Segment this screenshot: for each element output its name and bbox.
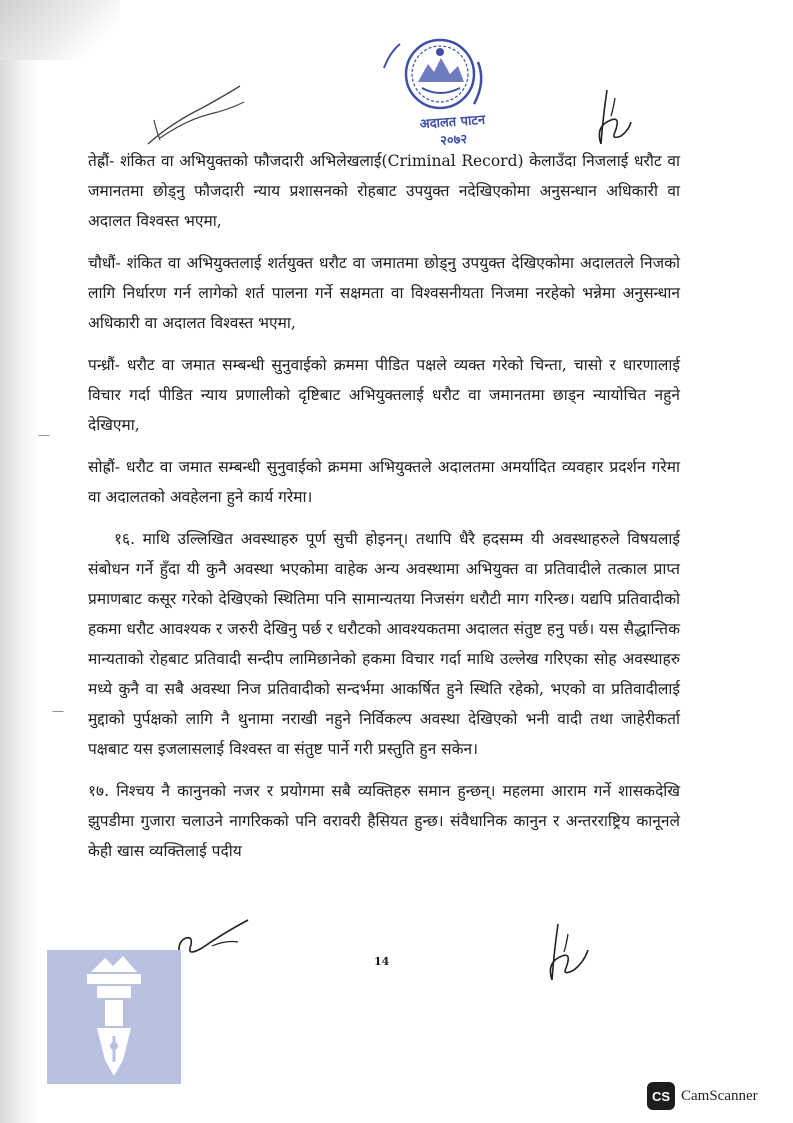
document-body — [88, 146, 680, 866]
paragraph-16: १६. माथि उल्लिखित अवस्थाहरु पूर्ण सुची होइनन्। तथापि धैरै हदसम्म यी अवस्थाहरुले विषयलाई संबोधन गर्ने हुँदा यी कुनै अवस्था भएकोमा वाहेक अन्य अवस्थामा अभियुक्त वा प्रतिवादीले तत्काल प्राप्त प्रमाणबाट कसूर गरेको देखिएको स्थितिमा पनि सामान्यतया निजसंग धरौटी माग गरिन्छ। यद्यपि प्रतिवादीको हकमा धरौट आवश्यक र जरुरी देखिनु पर्छ र धरौटको आवश्यकतमा अदालत संतुष्ट हनु पर्छ। यस सैद्धान्तिक मान्यताको रोहबाट प्रतिवादी सन्दीप लामिछानेको हकमा विचार गर्दा माथि उल्लेख गरिएका सोह अवस्थाहरु मध्ये कुनै वा सबै अवस्था निज प्रतिवादीको सन्दर्भमा आकर्षित हुने स्थिति रहेको, भएको वा प्रतिवादीलाई मुद्दाको पुर्पक्षको लागि नै थुनामा नराखी नहुने निर्विकल्प अवस्था देखिएको भनी वादी तथा जाहेरीकर्ता पक्षबाट यस इजलासलाई विश्वस्त वा संतुष्ट पार्ने गरी प्रस्तुति हुन सकेन। — [88, 530, 680, 758]
signature-bottom-right-icon — [538, 920, 598, 984]
pen-nib-logo-icon — [47, 950, 181, 1084]
page-number: 14 — [374, 955, 390, 968]
clause-thirteenth: तेह्रौं- शंकित वा अभियुक्तको फौजदारी अभिलेखलाई(Criminal Record) केलाउँदा निजलाई धरौट वा जमानतमा छोड्नु फौजदारी न्याय प्रशासनको रोहबाट उपयुक्त नदेखिएकोमा अनुसन्धान अधिकारी वा अदालत विश्वस्त भएमा, — [88, 152, 680, 230]
scan-corner-fold — [0, 0, 120, 60]
camscanner-icon: CS — [647, 1082, 675, 1110]
paragraph-17: १७. निश्चय नै कानुनको नजर र प्रयोगमा सबै व्यक्तिहरु समान हुन्छन्। महलमा आराम गर्ने शासकदेखि झुपडीमा गुजारा चलाउने नागरिकको पनि वरावरी हैसियत हुन्छ। संवैधानिक कानुन र अन्तरराष्ट्रिय कानूनले केही खास व्यक्तिलाई पदीय — [88, 782, 680, 860]
signature-top-left-icon — [140, 80, 250, 150]
court-seal-caption — [417, 110, 489, 151]
signature-bottom-left-icon — [172, 912, 252, 962]
clause-sixteenth: सोह्रौं- धरौट वा जमात सम्बन्धी सुनुवाईको क्रममा अभियुक्तले अदालतमा अमर्यादित व्यवहार प्रदर्शन गरेमा वा अदालतको अवहेलना हुने कार्य गरेमा। — [88, 458, 680, 506]
watermark-logo — [47, 950, 181, 1084]
stray-mark: — — [38, 428, 50, 442]
scan-page-edge — [0, 0, 40, 1123]
camscanner-watermark — [647, 1082, 758, 1110]
stray-mark: — — [52, 704, 64, 718]
clause-fourteenth: चौधौं- शंकित वा अभियुक्तलाई शर्तयुक्त धरौट वा जमातमा छोड्नु उपयुक्त देखिएकोमा अदालतले निजको लागि निर्धारण गर्न लागेको शर्त पालना गर्ने सक्षमता वा विश्वसनीयता निजमा नरहेको भन्नेमा अनुसन्धान अधिकारी वा अदालत विश्वस्त भएमा, — [88, 254, 680, 332]
camscanner-label: CamScanner — [681, 1087, 758, 1104]
seal-year: २०७२ — [439, 132, 468, 149]
signature-top-right-icon — [585, 86, 635, 148]
seal-court-name: अदालत पाटन — [419, 112, 486, 133]
clause-fifteenth: पन्ध्रौं- धरौट वा जमात सम्बन्धी सुनुवाईको क्रममा पीडित पक्षले व्यक्त गरेको चिन्ता, चासो र धारणालाई विचार गर्दा पीडित न्याय प्रणालीको दृष्टिबाट अभियुक्तलाई धरौट वा जमानतमा छाड्न न्यायोचित नहुने देखिएमा, — [88, 356, 680, 434]
